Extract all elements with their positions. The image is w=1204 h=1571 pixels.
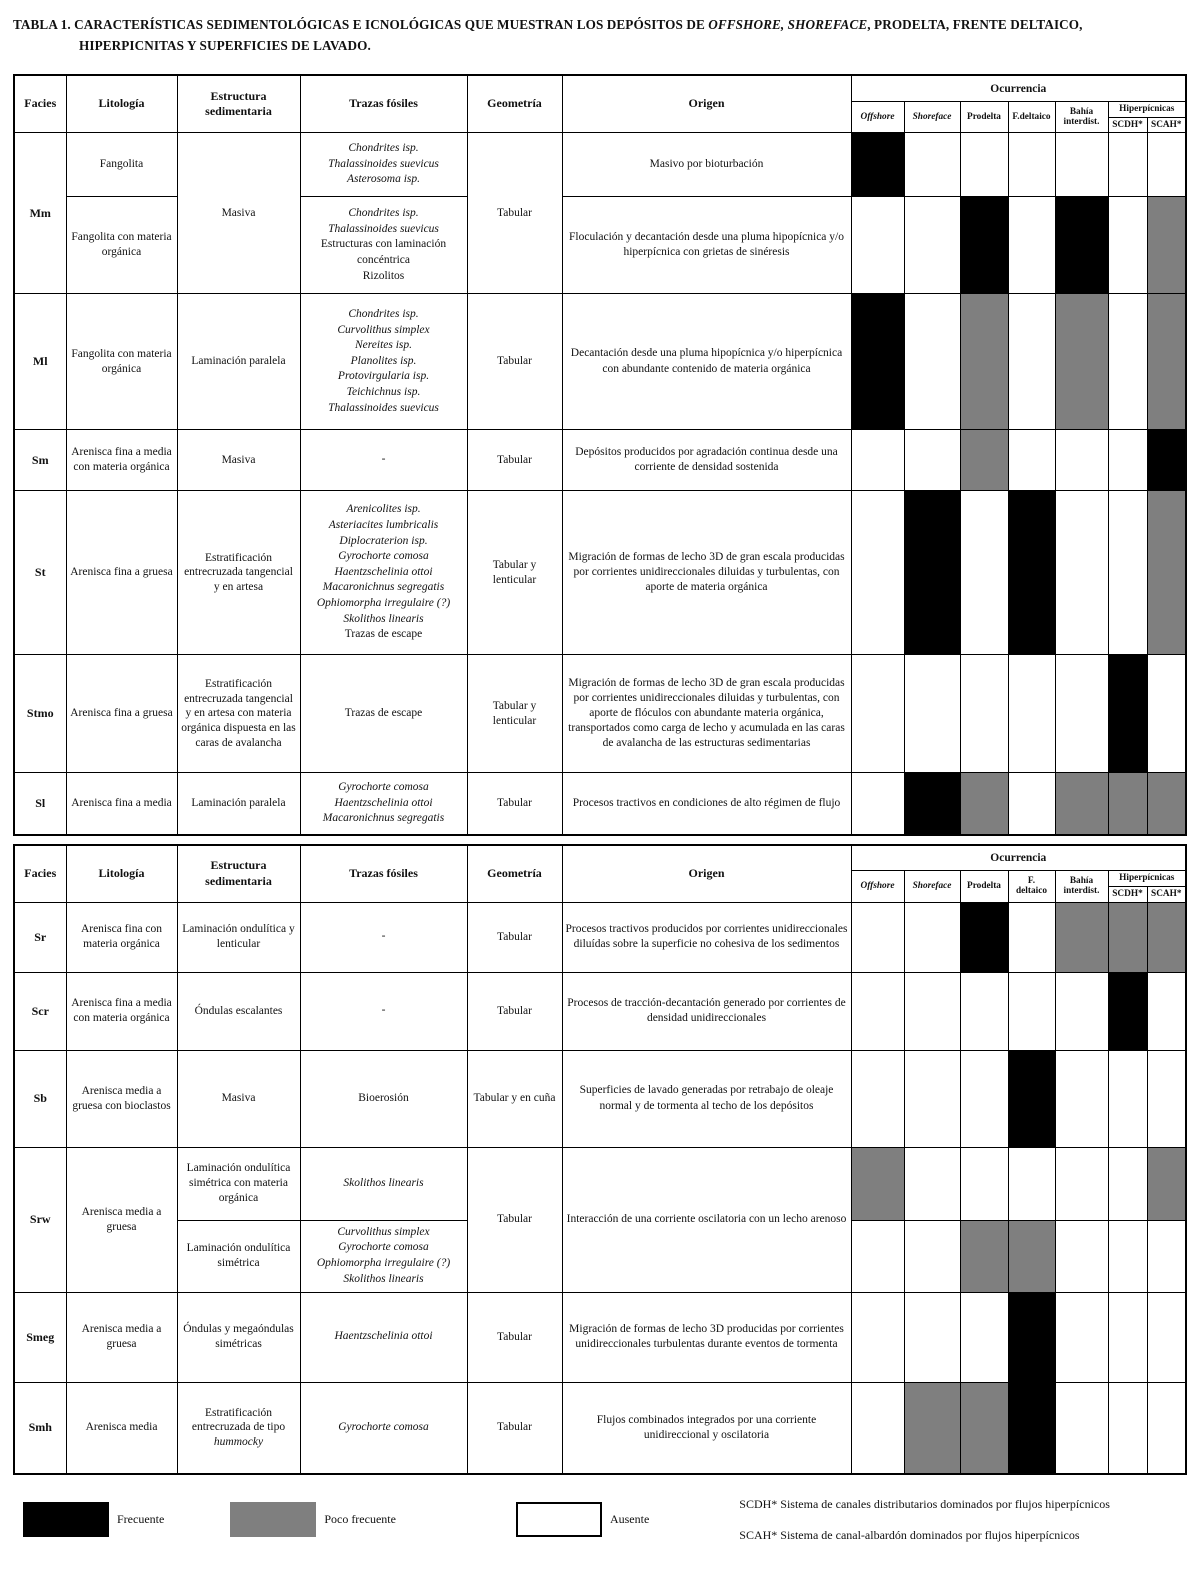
facies-label: Sl: [14, 773, 66, 835]
col-header-origen: Origen: [562, 845, 851, 902]
estructura-cell: Laminación ondulítica y lenticular: [177, 902, 300, 972]
occ-cell: [1147, 655, 1186, 773]
estructura-line: hummocky: [213, 1436, 264, 1449]
table-row: [14, 430, 1186, 491]
litologia-cell: Fangolita con materia orgánica: [66, 197, 177, 294]
occ-cell: [960, 133, 1008, 197]
occ-cell: [1055, 430, 1108, 491]
trazas-line: Chondrites isp.: [348, 142, 419, 155]
occ-cell: [904, 133, 960, 197]
trazas-line: Teichichnus isp.: [346, 386, 421, 399]
occ-cell: [1055, 294, 1108, 430]
origen-cell: Masivo por bioturbación: [562, 133, 851, 197]
occ-cell: [1147, 1292, 1186, 1382]
table-row: [14, 902, 1186, 972]
origen-cell: Depósitos producidos por agradación continua desde una corriente de densidad sostenida: [562, 430, 851, 491]
col-header-scdh: SCDH*: [1108, 887, 1147, 902]
estructura-cell: Laminación ondulítica simétrica: [177, 1220, 300, 1292]
trazas-line: Curvolithus simplex: [337, 1225, 430, 1238]
estructura-line: Estratificación entrecruzada de tipo: [191, 1406, 286, 1434]
estructura-cell: Laminación paralela: [177, 773, 300, 835]
col-header-hiperpicnicas: Hiperpícnicas: [1108, 871, 1186, 887]
col-header-trazas: Trazas fósiles: [300, 75, 467, 132]
occ-cell: [904, 902, 960, 972]
occ-cell: [1147, 430, 1186, 491]
trazas-cell: [300, 972, 467, 1050]
occ-cell: [960, 430, 1008, 491]
occ-cell: [1147, 1147, 1186, 1220]
trazas-cell: [300, 1292, 467, 1382]
occ-cell: [1055, 1220, 1108, 1292]
trazas-line: -: [381, 1004, 386, 1017]
occ-cell: [904, 197, 960, 294]
col-header-shoreface: Shoreface: [904, 871, 960, 902]
occ-cell: [960, 902, 1008, 972]
litologia-cell: Arenisca fina a gruesa: [66, 655, 177, 773]
origen-cell: Migración de formas de lecho 3D de gran escala producidas por corrientes unidireccionales diluidas y turbulentas, con aporte de materia orgánica: [562, 491, 851, 655]
trazas-line: Skolithos linearis: [343, 1176, 424, 1189]
geometria-cell: Tabular: [467, 902, 562, 972]
trazas-line: Macaronichnus segregatis: [322, 581, 445, 594]
col-header-trazas: Trazas fósiles: [300, 845, 467, 902]
col-header-geometria: Geometría: [467, 75, 562, 132]
trazas-line: Nereites isp.: [354, 339, 413, 352]
occ-cell: [1008, 902, 1055, 972]
table-title-line1: [13, 14, 1185, 35]
occ-cell: [1008, 133, 1055, 197]
col-header-geometria: Geometría: [467, 845, 562, 902]
occ-cell: [960, 197, 1008, 294]
occ-cell: [1008, 430, 1055, 491]
table-row: [14, 294, 1186, 430]
col-header-offshore: Offshore: [851, 871, 904, 902]
litologia-cell: Arenisca media a gruesa: [66, 1292, 177, 1382]
table-row: [14, 845, 1186, 871]
trazas-line: -: [381, 453, 386, 466]
trazas-line: Gyrochorte comosa: [338, 780, 429, 793]
occ-cell: [1108, 655, 1147, 773]
trazas-line: -: [381, 930, 386, 943]
occ-cell: [1108, 1050, 1147, 1147]
table-title-line2: HIPERPICNITAS Y SUPERFICIES DE LAVADO.: [79, 38, 371, 54]
occ-cell: [1108, 294, 1147, 430]
occ-cell: [960, 1147, 1008, 1220]
trazas-cell: [300, 1382, 467, 1474]
col-header-bahia-interdist: Bahía interdist.: [1055, 871, 1108, 902]
estructura-cell: [177, 1382, 300, 1474]
facies-label: Smeg: [14, 1292, 66, 1382]
trazas-cell: [300, 773, 467, 835]
col-header-origen: Origen: [562, 75, 851, 132]
occ-cell: [1108, 430, 1147, 491]
trazas-line: Skolithos linearis: [343, 612, 424, 625]
occ-cell: [1008, 1220, 1055, 1292]
occ-cell: [904, 1147, 960, 1220]
origen-cell: Procesos de tracción-decantación generado por corrientes de densidad unidireccionales: [562, 972, 851, 1050]
occ-cell: [904, 655, 960, 773]
occ-cell: [1055, 1147, 1108, 1220]
trazas-line: Haentzschelinia ottoi: [334, 565, 433, 578]
trazas-cell: [300, 1220, 467, 1292]
occ-cell: [851, 1292, 904, 1382]
trazas-line: Chondrites isp.: [348, 307, 419, 320]
occ-cell: [1108, 1147, 1147, 1220]
occ-cell: [960, 1292, 1008, 1382]
estructura-cell: Estratificación entrecruzada tangencial y en artesa: [177, 491, 300, 655]
origen-cell: Floculación y decantación desde una pluma hipopícnica y/o hiperpícnica con grietas de sinéresis: [562, 197, 851, 294]
occ-cell: [904, 1220, 960, 1292]
facies-label: Mm: [14, 133, 66, 294]
facies-label: Stmo: [14, 655, 66, 773]
occ-cell: [1108, 1382, 1147, 1474]
occ-cell: [1108, 133, 1147, 197]
trazas-line: Trazas de escape: [344, 706, 423, 719]
col-header-facies: Facies: [14, 75, 66, 132]
col-header-fdeltaico: F.deltaico: [1008, 101, 1055, 132]
col-header-offshore: Offshore: [851, 101, 904, 132]
occ-cell: [851, 294, 904, 430]
legend-footnotes: [739, 1496, 1110, 1544]
occ-cell: [960, 773, 1008, 835]
trazas-line: Asterosoma isp.: [346, 173, 421, 186]
geometria-cell: Tabular y lenticular: [467, 491, 562, 655]
geometria-cell: Tabular: [467, 773, 562, 835]
facies-label: Scr: [14, 972, 66, 1050]
legend-item-frecuente: [23, 1502, 164, 1537]
table-title: [13, 14, 1185, 56]
origen-cell: Migración de formas de lecho 3D producidas por corrientes unidireccionales turbulentas durante eventos de tormenta: [562, 1292, 851, 1382]
occ-cell: [851, 773, 904, 835]
legend-label-frecuente: Frecuente: [117, 1512, 165, 1527]
occ-cell: [1108, 902, 1147, 972]
estructura-cell: Óndulas escalantes: [177, 972, 300, 1050]
trazas-line: Gyrochorte comosa: [338, 1421, 429, 1433]
facies-table-2: [13, 844, 1187, 1475]
litologia-cell: Arenisca fina a media: [66, 773, 177, 835]
facies-label: Srw: [14, 1147, 66, 1292]
occ-cell: [1055, 902, 1108, 972]
origen-cell: Superficies de lavado generadas por retrabajo de oleaje normal y de tormenta al techo de los depósitos: [562, 1050, 851, 1147]
origen-cell: Interacción de una corriente oscilatoria con un lecho arenoso: [562, 1147, 851, 1292]
occ-cell: [904, 491, 960, 655]
col-header-ocurrencia: Ocurrencia: [851, 845, 1186, 871]
trazas-line: Estructuras con laminación concéntrica: [320, 238, 447, 266]
occ-cell: [960, 1382, 1008, 1474]
occ-cell: [1008, 1382, 1055, 1474]
occ-cell: [1147, 1050, 1186, 1147]
estructura-cell: Masiva: [177, 1050, 300, 1147]
occ-cell: [904, 294, 960, 430]
occ-cell: [1008, 491, 1055, 655]
trazas-cell: [300, 655, 467, 773]
trazas-line: Thalassinoides suevicus: [328, 401, 439, 414]
col-header-estructura: Estructura sedimentaria: [177, 75, 300, 132]
col-header-scdh: SCDH*: [1108, 117, 1147, 132]
occ-cell: [851, 972, 904, 1050]
table-row: [14, 1050, 1186, 1147]
trazas-line: Rizolitos: [362, 269, 405, 282]
occ-cell: [1055, 1382, 1108, 1474]
occ-cell: [851, 133, 904, 197]
legend-swatch-poco-frecuente: [230, 1502, 316, 1537]
geometria-cell: Tabular: [467, 294, 562, 430]
geometria-cell: Tabular: [467, 1147, 562, 1292]
trazas-cell: [300, 430, 467, 491]
trazas-line: Macaronichnus segregatis: [322, 812, 445, 825]
occ-cell: [960, 972, 1008, 1050]
title-part-3: , PRODELTA, FRENTE DELTAICO,: [867, 17, 1083, 32]
occ-cell: [1147, 1382, 1186, 1474]
col-header-prodelta: Prodelta: [960, 871, 1008, 902]
table-row: [14, 1292, 1186, 1382]
facies-label: Sb: [14, 1050, 66, 1147]
occ-cell: [1108, 197, 1147, 294]
occ-cell: [1147, 1220, 1186, 1292]
trazas-cell: [300, 133, 467, 197]
estructura-cell: Laminación paralela: [177, 294, 300, 430]
occ-cell: [1008, 1050, 1055, 1147]
table-row: [14, 491, 1186, 655]
col-header-scah: SCAH*: [1147, 117, 1186, 132]
occ-cell: [1147, 491, 1186, 655]
occ-cell: [904, 1382, 960, 1474]
origen-cell: Decantación desde una pluma hipopícnica y/o hiperpícnica con abundante contenido de materia orgánica: [562, 294, 851, 430]
occ-cell: [1055, 491, 1108, 655]
legend-label-ausente: Ausente: [609, 1512, 650, 1527]
origen-cell: Procesos tractivos producidos por corrientes unidireccionales diluídas sobre la superficie no cohesiva de los sedimentos: [562, 902, 851, 972]
occ-cell: [1008, 1292, 1055, 1382]
table-row: [14, 972, 1186, 1050]
occ-cell: [960, 1050, 1008, 1147]
litologia-cell: Arenisca media: [66, 1382, 177, 1474]
col-header-facies: Facies: [14, 845, 66, 902]
col-header-shoreface: Shoreface: [904, 101, 960, 132]
occ-cell: [1055, 133, 1108, 197]
facies-label: St: [14, 491, 66, 655]
occ-cell: [904, 1292, 960, 1382]
trazas-cell: [300, 902, 467, 972]
occ-cell: [1147, 773, 1186, 835]
col-header-scah: SCAH*: [1147, 887, 1186, 902]
occ-cell: [1108, 1292, 1147, 1382]
table-row: [14, 1382, 1186, 1474]
occ-cell: [1055, 773, 1108, 835]
trazas-line: Asteriacites lumbricalis: [328, 518, 439, 531]
trazas-line: Trazas de escape: [344, 628, 423, 641]
trazas-line: Planolites isp.: [350, 354, 417, 367]
litologia-cell: Arenisca media a gruesa: [66, 1147, 177, 1292]
occ-cell: [851, 1050, 904, 1147]
legend: [23, 1496, 1185, 1544]
col-header-prodelta: Prodelta: [960, 101, 1008, 132]
table-row: [14, 655, 1186, 773]
estructura-cell: Laminación ondulítica simétrica con materia orgánica: [177, 1147, 300, 1220]
trazas-line: Bioerosión: [358, 1091, 409, 1104]
trazas-cell: [300, 1147, 467, 1220]
trazas-line: Curvolithus simplex: [337, 323, 430, 336]
occ-cell: [1108, 773, 1147, 835]
occ-cell: [851, 1147, 904, 1220]
trazas-line: Protovirgularia isp.: [337, 370, 430, 383]
occ-cell: [1108, 972, 1147, 1050]
occ-cell: [960, 294, 1008, 430]
geometria-cell: Tabular: [467, 1292, 562, 1382]
legend-label-poco-frecuente: Poco frecuente: [324, 1512, 396, 1527]
occ-cell: [851, 1220, 904, 1292]
occ-cell: [1008, 655, 1055, 773]
occ-cell: [851, 430, 904, 491]
occ-cell: [1055, 972, 1108, 1050]
occ-cell: [851, 655, 904, 773]
occ-cell: [1055, 655, 1108, 773]
trazas-line: Arenicolites isp.: [346, 503, 421, 516]
occ-cell: [1008, 294, 1055, 430]
occ-cell: [851, 197, 904, 294]
estructura-cell: Estratificación entrecruzada tangencial y en artesa con materia orgánica dispuesta en las caras de avalancha: [177, 655, 300, 773]
litologia-cell: Arenisca media a gruesa con bioclastos: [66, 1050, 177, 1147]
trazas-cell: [300, 197, 467, 294]
occ-cell: [1055, 1050, 1108, 1147]
title-part-italic: OFFSHORE, SHOREFACE: [708, 17, 868, 32]
occ-cell: [1147, 972, 1186, 1050]
occ-cell: [1147, 902, 1186, 972]
occ-cell: [1008, 197, 1055, 294]
origen-cell: Flujos combinados integrados por una corriente unidireccional y oscilatoria: [562, 1382, 851, 1474]
col-header-ocurrencia: Ocurrencia: [851, 75, 1186, 101]
occ-cell: [1108, 491, 1147, 655]
estructura-cell: Masiva: [177, 430, 300, 491]
trazas-line: Thalassinoides suevicus: [328, 222, 439, 235]
geometria-cell: Tabular y lenticular: [467, 655, 562, 773]
trazas-line: Gyrochorte comosa: [338, 550, 429, 563]
estructura-cell: Masiva: [177, 133, 300, 294]
col-header-estructura: Estructura sedimentaria: [177, 845, 300, 902]
occ-cell: [904, 773, 960, 835]
occ-cell: [1147, 294, 1186, 430]
occ-cell: [1008, 773, 1055, 835]
occ-cell: [1108, 1220, 1147, 1292]
occ-cell: [1055, 1292, 1108, 1382]
table-row: [14, 1147, 1186, 1220]
litologia-cell: Arenisca fina a media con materia orgánica: [66, 972, 177, 1050]
occ-cell: [851, 491, 904, 655]
trazas-line: Gyrochorte comosa: [338, 1241, 429, 1254]
col-header-litologia: Litología: [66, 75, 177, 132]
legend-item-poco-frecuente: [230, 1502, 396, 1537]
trazas-line: Ophiomorpha irregulaire (?): [316, 1257, 451, 1270]
legend-item-ausente: [516, 1502, 649, 1537]
title-part-1: TABLA 1. CARACTERÍSTICAS SEDIMENTOLÓGICAS E ICNOLÓGICAS QUE MUESTRAN LOS DEPÓSITOS DE: [13, 17, 709, 32]
occ-cell: [904, 430, 960, 491]
trazas-line: Diplocraterion isp.: [339, 534, 428, 547]
col-header-fdeltaico: F. deltaico: [1008, 871, 1055, 902]
litologia-cell: Arenisca fina a media con materia orgánica: [66, 430, 177, 491]
col-header-hiperpicnicas: Hiperpícnicas: [1108, 101, 1186, 117]
legend-swatch-frecuente: [23, 1502, 109, 1537]
trazas-line: Thalassinoides suevicus: [328, 157, 439, 170]
litologia-cell: Arenisca fina con materia orgánica: [66, 902, 177, 972]
litologia-cell: Arenisca fina a gruesa: [66, 491, 177, 655]
trazas-cell: [300, 294, 467, 430]
geometria-cell: Tabular: [467, 430, 562, 491]
table-row: [14, 75, 1186, 101]
geometria-cell: Tabular: [467, 133, 562, 294]
geometria-cell: Tabular: [467, 972, 562, 1050]
geometria-cell: Tabular y en cuña: [467, 1050, 562, 1147]
occ-cell: [960, 491, 1008, 655]
origen-cell: Migración de formas de lecho 3D de gran escala producidas por corrientes unidireccionales diluidas y turbulentas, con aporte de flóculos con abundante materia orgánica, transportados como carga de lecho y acumulada en las caras de avalancha de las estructuras sedimentarias: [562, 655, 851, 773]
col-header-litologia: Litología: [66, 845, 177, 902]
col-header-bahia-interdist: Bahía interdist.: [1055, 101, 1108, 132]
trazas-line: Haentzschelinia ottoi: [334, 796, 433, 809]
geometria-cell: Tabular: [467, 1382, 562, 1474]
origen-cell: Procesos tractivos en condiciones de alto régimen de flujo: [562, 773, 851, 835]
table-row: [14, 133, 1186, 197]
facies-table-1: [13, 74, 1187, 835]
facies-label: Sr: [14, 902, 66, 972]
footnote-scdh: SCDH* Sistema de canales distributarios dominados por flujos hiperpícnicos: [739, 1497, 1110, 1512]
occ-cell: [851, 1382, 904, 1474]
trazas-line: Haentzschelinia ottoi: [334, 1330, 433, 1343]
trazas-line: Skolithos linearis: [343, 1272, 424, 1285]
occ-cell: [1147, 133, 1186, 197]
occ-cell: [960, 1220, 1008, 1292]
footnote-scah: SCAH* Sistema de canal-albardón dominados por flujos hiperpícnicos: [739, 1527, 1080, 1542]
trazas-cell: [300, 1050, 467, 1147]
trazas-line: Chondrites isp.: [348, 207, 419, 220]
facies-label: Ml: [14, 294, 66, 430]
litologia-cell: Fangolita: [66, 133, 177, 197]
occ-cell: [1147, 197, 1186, 294]
occ-cell: [904, 972, 960, 1050]
facies-label: Sm: [14, 430, 66, 491]
trazas-cell: [300, 491, 467, 655]
table-row: [14, 773, 1186, 835]
occ-cell: [1055, 197, 1108, 294]
occ-cell: [1008, 1147, 1055, 1220]
legend-swatch-ausente: [516, 1502, 602, 1537]
litologia-cell: Fangolita con materia orgánica: [66, 294, 177, 430]
trazas-line: Ophiomorpha irregulaire (?): [316, 597, 451, 610]
facies-label: Smh: [14, 1382, 66, 1474]
occ-cell: [1008, 972, 1055, 1050]
occ-cell: [851, 902, 904, 972]
occ-cell: [960, 655, 1008, 773]
occ-cell: [904, 1050, 960, 1147]
estructura-cell: Óndulas y megaóndulas simétricas: [177, 1292, 300, 1382]
